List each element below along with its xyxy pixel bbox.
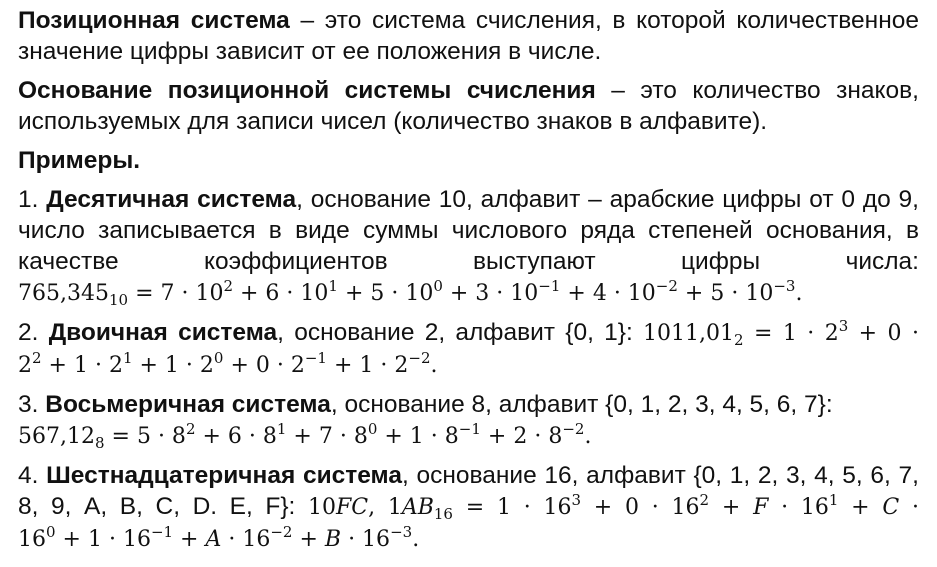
example-number: 3. (18, 391, 46, 418)
formula-hex-part2: $16^0 + 1 \cdot 16^{-1} + A \cdot 16^{-2} + B \cdot 16^{-3}$. (18, 523, 420, 552)
term-hexadecimal: Шестнадцатеричная система (46, 462, 402, 489)
formula-octal: $567,12_8 = 5 \cdot 8^2 + 6 \cdot 8^1 + 7 \cdot 8^0 + 1 \cdot 8^{-1} + 2 \cdot 8^{-2}$. (18, 420, 592, 452)
term-base: Основание позиционной системы счисления (18, 77, 596, 104)
definition-text: – это количество знаков, используемых для записи чисел (количество знаков в алфавите). (18, 77, 919, 135)
example-hexadecimal (18, 460, 919, 555)
definition-positional-system (18, 5, 919, 67)
example-binary (18, 317, 919, 381)
formula-decimal: $765,345_{10} = 7 \cdot 10^2 + 6 \cdot 10^1 + 5 \cdot 10^0 + 3 \cdot 10^{-1} + 4 \cdot 10^{-2} + 5 \cdot 10^{-3}$. (18, 277, 803, 309)
definition-text: – это система счисления, в которой количественное значение цифры зависит от ее положения в числе. (18, 7, 919, 65)
example-text: , основание 2, алфавит {0, 1}: (277, 319, 643, 346)
formula-hex-part1: 10FC, $1AB_{16} = 1 \cdot 16^3 + 0 \cdot 16^2 + F \cdot 16^1 + C$ · (307, 491, 919, 523)
term-decimal: Десятичная система (46, 186, 297, 213)
example-decimal (18, 184, 919, 309)
formula-binary-part1: $1011,01_2 = 1 \cdot 2^3 + 0$ · (643, 317, 919, 349)
example-number: 4. (18, 462, 47, 489)
formula-binary-part2: $2^2 + 1 \cdot 2^1 + 1 \cdot 2^0 + 0 \cdot 2^{-1} + 1 \cdot 2^{-2}$. (18, 349, 438, 378)
term-binary: Двоичная система (48, 319, 278, 346)
example-number: 2. (18, 319, 49, 346)
example-text: , основание 16, алфавит {0, 1, 2, 3, 4, 5, 6, 7, 8, 9, A, B, C, D. E, F}: (18, 462, 919, 520)
term-octal: Восьмеричная система (45, 391, 331, 418)
example-text: , основание 8, алфавит {0, 1, 2, 3, 4, 5, 6, 7}: (330, 391, 833, 418)
example-text: , основание 10, алфавит – арабские цифры от 0 до 9, число записывается в виде суммы числового ряда степеней основания, в качестве коэффициентов выступают цифры числа: (18, 186, 919, 275)
examples-heading: Примеры. (18, 147, 141, 174)
definition-base (18, 75, 919, 137)
term-positional-system: Позиционная система (18, 7, 290, 34)
example-number: 1. (18, 186, 47, 213)
example-octal (18, 389, 919, 452)
